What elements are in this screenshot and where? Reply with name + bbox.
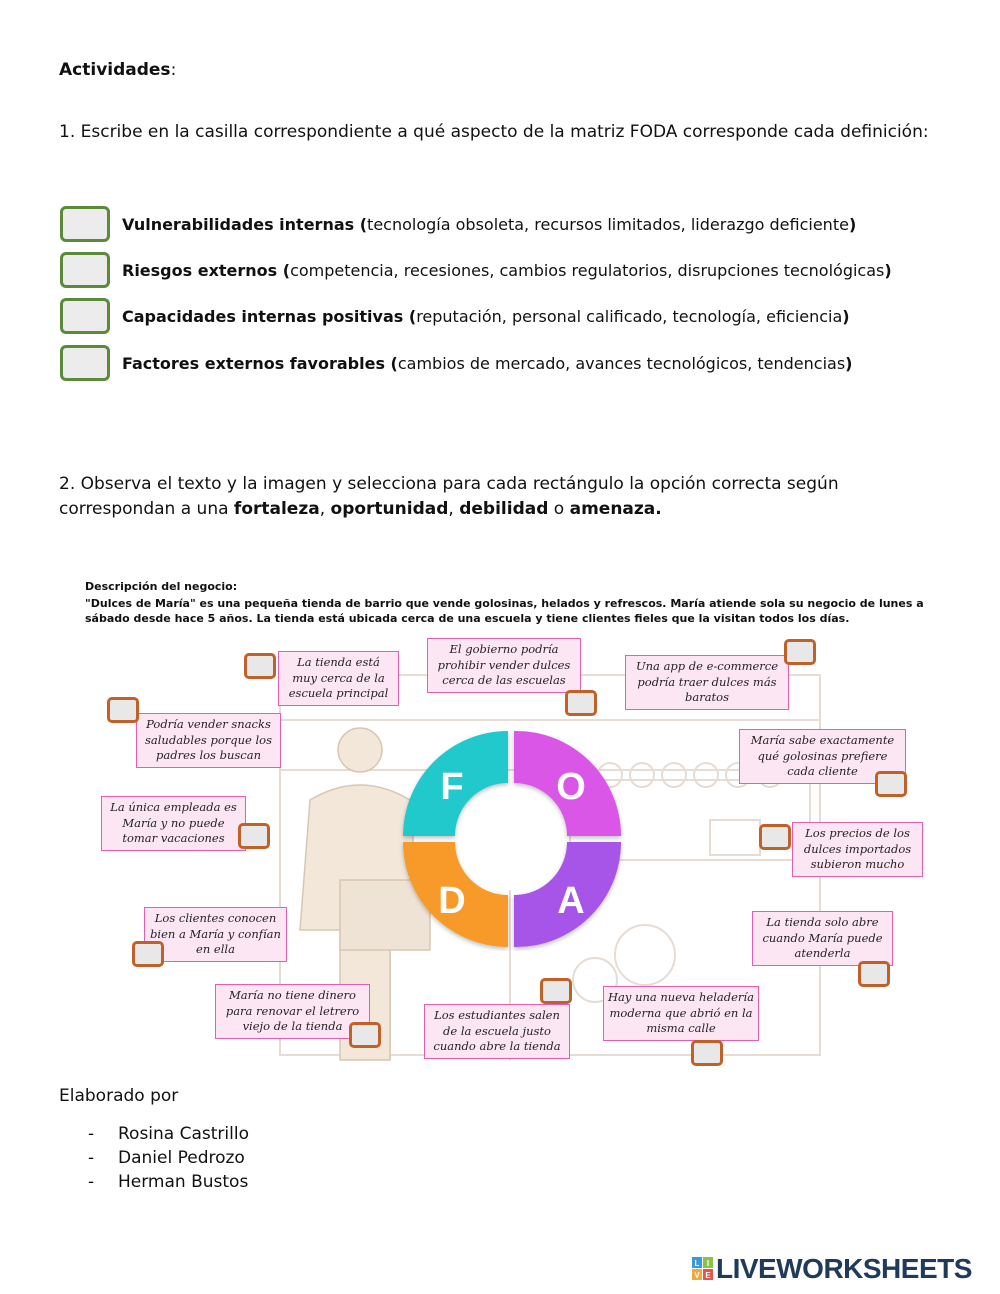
foda-letter-f: F: [440, 766, 464, 808]
foda-letter-a: A: [557, 880, 585, 922]
business-description-title: Descripción del negocio:: [85, 580, 238, 593]
definition-row-2: [60, 251, 960, 289]
statement-card-10: María no tiene dinero para renovar el letrero viejo de la tienda: [215, 984, 370, 1039]
liveworksheets-logo-text: LIVEWORKSHEETS: [716, 1253, 972, 1284]
card-answer-box-11[interactable]: [540, 978, 572, 1004]
statement-card-8: Los clientes conocen bien a María y confían en ella: [144, 907, 287, 962]
definition-row-3: [60, 297, 960, 335]
definition-text-4: Factores externos favorables (cambios de mercado, avances tecnológicos, tendencias): [122, 353, 853, 373]
foda-letter-d: D: [438, 880, 466, 922]
statement-card-11: Los estudiantes salen de la escuela justo cuando abre la tienda: [424, 1004, 570, 1059]
definition-text-2: Riesgos externos (competencia, recesiones, cambios regulatorios, disrupciones tecnológicas): [122, 260, 892, 280]
card-answer-box-3[interactable]: [784, 639, 816, 665]
answer-box-1[interactable]: [60, 206, 110, 242]
card-answer-box-5[interactable]: [875, 771, 907, 797]
card-answer-box-8[interactable]: [132, 941, 164, 967]
svg-text:E: E: [705, 1271, 711, 1280]
question-1: 1. Escribe en la casilla correspondiente a qué aspecto de la matriz FODA corresponde cada definición:: [59, 122, 929, 142]
card-answer-box-9[interactable]: [858, 961, 890, 987]
statement-card-9: La tienda solo abre cuando María puede atenderla: [752, 911, 893, 966]
card-answer-box-1[interactable]: [244, 653, 276, 679]
business-description-text: "Dulces de María" es una pequeña tienda de barrio que vende golosinas, helados y refrescos. María atiende sola su negocio de lunes a sábado desde hace 5 años. La tienda está ubicada cerca de una escuela y tiene clientes fieles que la visitan todos los días.: [85, 597, 924, 625]
question-2: 2. Observa el texto y la imagen y selecciona para cada rectángulo la opción correcta según correspondan a una fortaleza, oportunidad, debilidad o amenaza.: [59, 474, 839, 519]
activities-heading: Actividades:: [59, 60, 177, 80]
statement-card-6: La única empleada es María y no puede tomar vacaciones: [101, 796, 246, 851]
answer-box-3[interactable]: [60, 298, 110, 334]
statement-card-2: El gobierno podría prohibir vender dulces cerca de las escuelas: [427, 638, 581, 693]
statement-card-12: Hay una nueva heladería moderna que abrió en la misma calle: [603, 986, 759, 1041]
liveworksheets-logo-icon: [692, 1257, 714, 1281]
card-answer-box-2[interactable]: [565, 690, 597, 716]
foda-letter-o: O: [556, 766, 586, 808]
statement-card-3: Una app de e-commerce podría traer dulces más baratos: [625, 655, 789, 710]
definition-text-1: Vulnerabilidades internas (tecnología obsoleta, recursos limitados, liderazgo deficiente): [122, 214, 857, 234]
card-answer-box-7[interactable]: [759, 824, 791, 850]
answer-box-2[interactable]: [60, 252, 110, 288]
author-item-1: - Rosina Castrillo: [88, 1124, 249, 1144]
liveworksheets-logo: [692, 1254, 972, 1284]
author-item-3: - Herman Bustos: [88, 1172, 249, 1192]
card-answer-box-6[interactable]: [238, 823, 270, 849]
svg-text:V: V: [694, 1271, 700, 1280]
statement-card-7: Los precios de los dulces importados subieron mucho: [792, 822, 923, 877]
definition-text-3: Capacidades internas positivas (reputación, personal calificado, tecnología, eficiencia): [122, 306, 850, 326]
card-answer-box-10[interactable]: [349, 1022, 381, 1048]
statement-card-4: Podría vender snacks saludables porque los padres los buscan: [136, 713, 281, 768]
statement-card-5: María sabe exactamente qué golosinas prefiere cada cliente: [739, 729, 906, 784]
definition-row-1: [60, 205, 960, 243]
author-item-2: - Daniel Pedrozo: [88, 1148, 245, 1168]
svg-text:L: L: [694, 1259, 700, 1268]
elaborated-by-label: Elaborado por: [59, 1086, 179, 1106]
definition-row-4: [60, 344, 960, 382]
statement-card-1: La tienda está muy cerca de la escuela principal: [278, 651, 399, 706]
answer-box-4[interactable]: [60, 345, 110, 381]
foda-donut: [395, 727, 629, 951]
card-answer-box-4[interactable]: [107, 697, 139, 723]
card-answer-box-12[interactable]: [691, 1040, 723, 1066]
svg-text:I: I: [706, 1259, 710, 1268]
